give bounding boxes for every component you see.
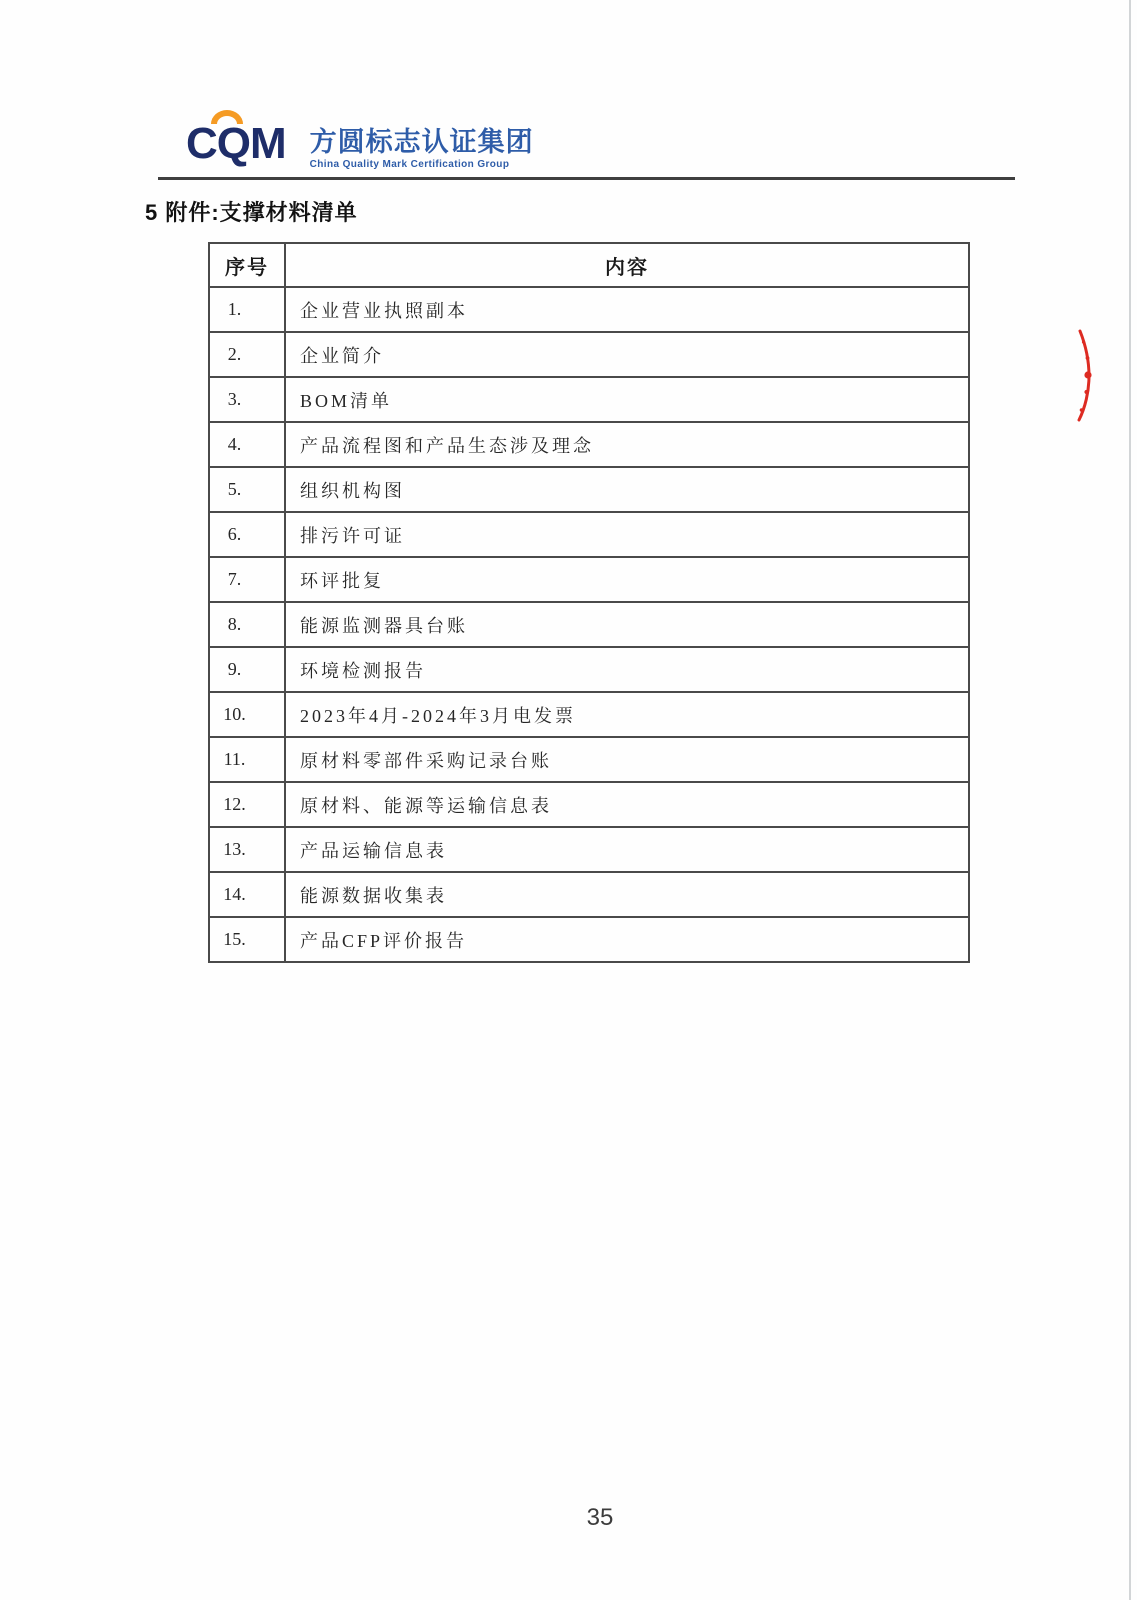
row-number: 13. xyxy=(209,827,285,872)
table-row xyxy=(209,377,969,422)
table-row xyxy=(209,557,969,602)
table-row xyxy=(209,287,969,332)
table-row xyxy=(209,647,969,692)
row-content: 产品流程图和产品生态涉及理念 xyxy=(285,422,969,467)
row-content: 产品CFP评价报告 xyxy=(285,917,969,962)
table-row xyxy=(209,917,969,962)
row-content: 原材料零部件采购记录台账 xyxy=(285,737,969,782)
row-number: 12. xyxy=(209,782,285,827)
row-number: 7. xyxy=(209,557,285,602)
row-content: 环评批复 xyxy=(285,557,969,602)
col-header-content: 内容 xyxy=(285,243,969,287)
row-content: 环境检测报告 xyxy=(285,647,969,692)
row-content: 企业营业执照副本 xyxy=(285,287,969,332)
section-heading: 5 附件:支撑材料清单 xyxy=(145,200,358,225)
logo-arc-icon xyxy=(211,110,243,124)
row-number: 2. xyxy=(209,332,285,377)
cqm-logo-mark xyxy=(186,119,286,168)
row-content: 排污许可证 xyxy=(285,512,969,557)
row-number: 1. xyxy=(209,287,285,332)
row-number: 11. xyxy=(209,737,285,782)
table-row xyxy=(209,872,969,917)
logo-name-cn: 方圆标志认证集团 xyxy=(309,127,534,157)
row-content: 产品运输信息表 xyxy=(285,827,969,872)
page-number: 35 xyxy=(586,1504,614,1531)
logo-names xyxy=(310,122,534,170)
table-row xyxy=(209,512,969,557)
logo-name-en: China Quality Mark Certification Group xyxy=(309,159,510,170)
table-row xyxy=(209,602,969,647)
row-number: 6. xyxy=(209,512,285,557)
row-content: 企业简介 xyxy=(285,332,969,377)
table-row xyxy=(209,422,969,467)
row-content: BOM清单 xyxy=(285,377,969,422)
scan-edge-line xyxy=(1129,0,1131,1600)
logo-abbr: CQM xyxy=(186,119,286,168)
row-number: 14. xyxy=(209,872,285,917)
table-header-row xyxy=(209,243,969,287)
red-pen-mark xyxy=(1070,328,1096,423)
row-content: 原材料、能源等运输信息表 xyxy=(285,782,969,827)
col-header-no: 序号 xyxy=(209,243,285,287)
row-content: 2023年4月-2024年3月电发票 xyxy=(285,692,969,737)
materials-table xyxy=(208,242,970,963)
row-content: 能源监测器具台账 xyxy=(285,602,969,647)
row-number: 15. xyxy=(209,917,285,962)
cqm-logo xyxy=(186,119,534,170)
row-number: 3. xyxy=(209,377,285,422)
row-content: 能源数据收集表 xyxy=(285,872,969,917)
table-row xyxy=(209,737,969,782)
row-number: 9. xyxy=(209,647,285,692)
table-row xyxy=(209,782,969,827)
row-number: 8. xyxy=(209,602,285,647)
table-row xyxy=(209,827,969,872)
header-divider xyxy=(158,177,1015,180)
table-row xyxy=(209,332,969,377)
row-number: 4. xyxy=(209,422,285,467)
row-number: 10. xyxy=(209,692,285,737)
table-row xyxy=(209,467,969,512)
table-row xyxy=(209,692,969,737)
row-number: 5. xyxy=(209,467,285,512)
row-content: 组织机构图 xyxy=(285,467,969,512)
